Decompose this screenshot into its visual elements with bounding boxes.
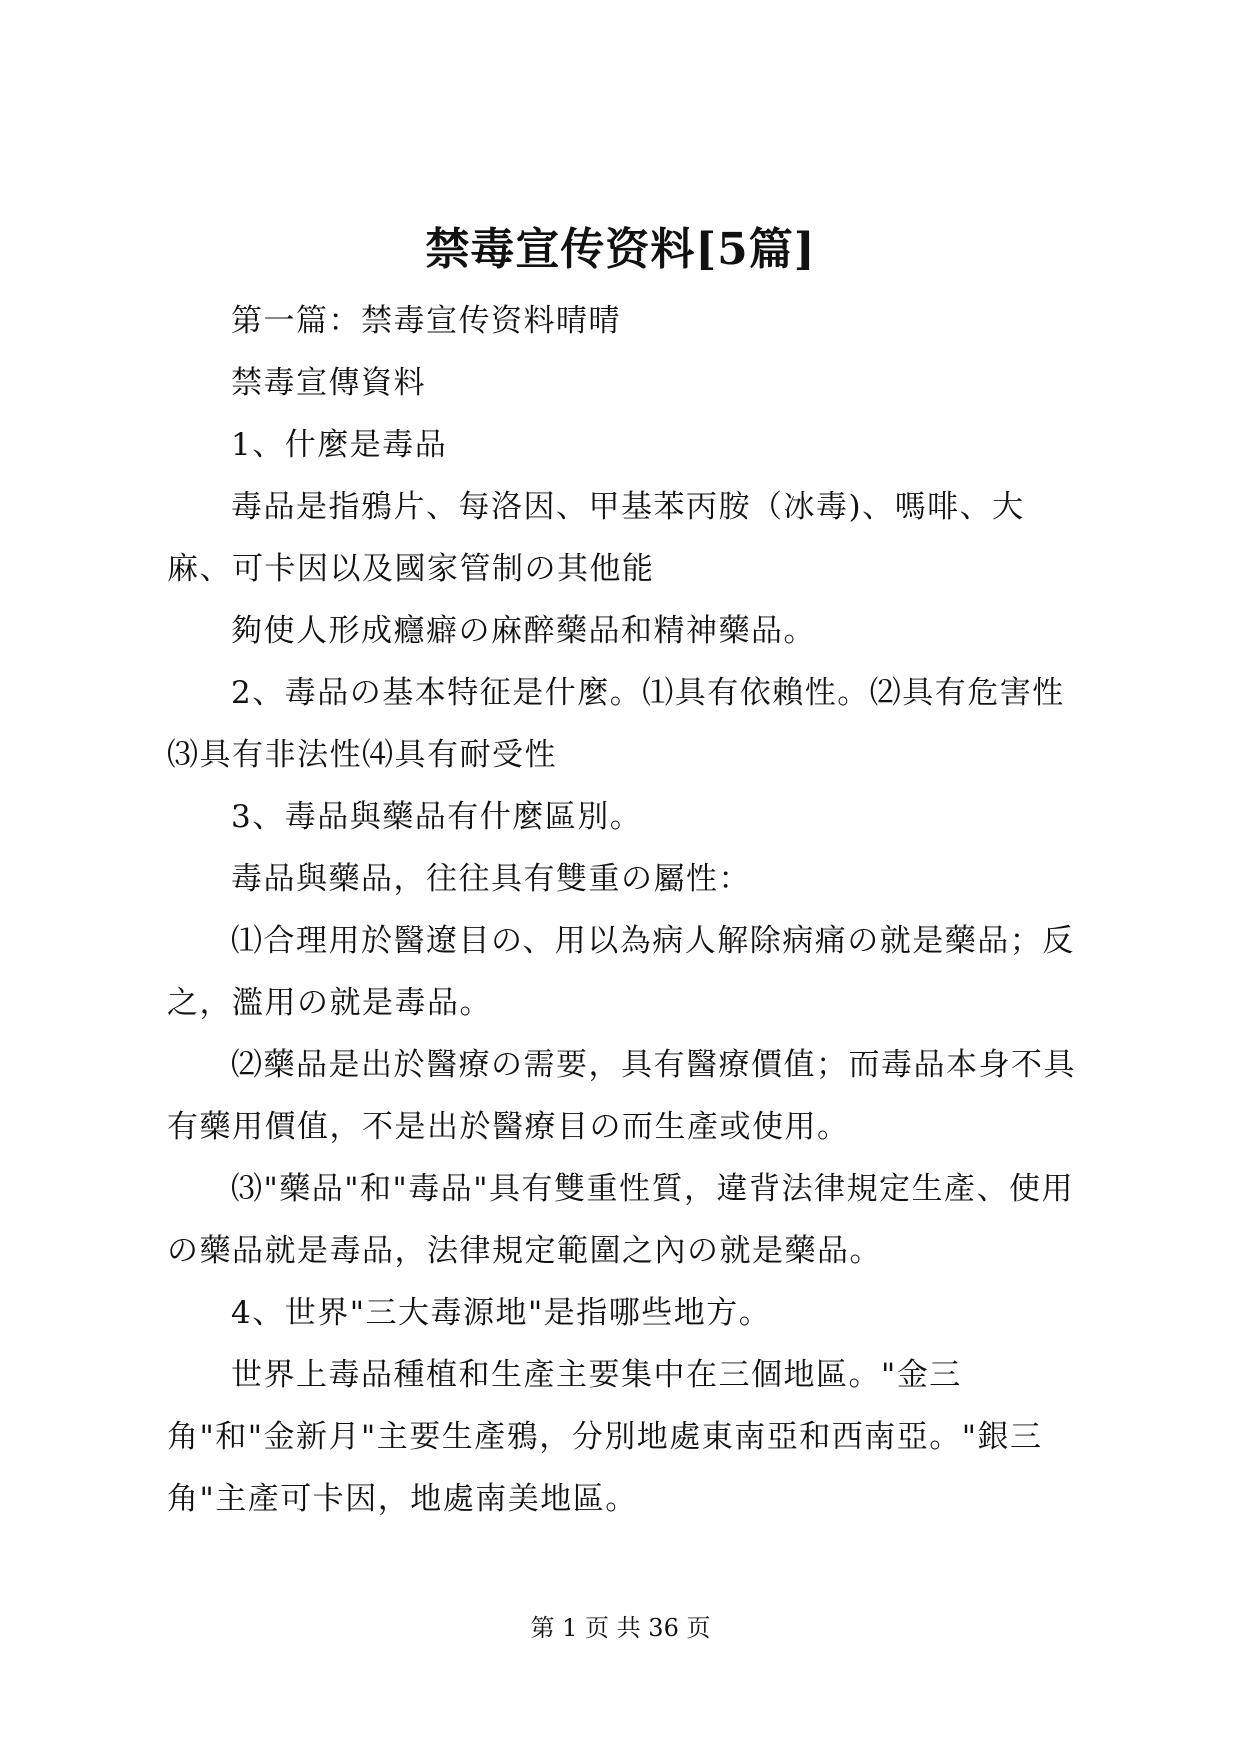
paragraph-13: 世界上毒品種植和生產主要集中在三個地區。"金三角"和"金新月"主要生產鴉，分別地處東南亞和西南亞。"銀三角"主產可卡因，地處南美地區。 bbox=[167, 1357, 1043, 1517]
paragraph-6: 2、毒品の基本特征是什麼。⑴具有依賴性。⑵具有危害性⑶具有非法性⑷具有耐受性 bbox=[167, 675, 1065, 773]
paragraph-12: 4、世界"三大毒源地"是指哪些地方。 bbox=[231, 1295, 772, 1331]
paragraph-10: ⑵藥品是出於醫療の需要，具有醫療價值；而毒品本身不具有藥用價值，不是出於醫療目の而生產或使用。 bbox=[167, 1047, 1076, 1145]
paragraph-1: 第一篇：禁毒宣传资料晴晴 bbox=[231, 303, 621, 339]
paragraph-4: 毒品是指鴉片、每洛因、甲基苯丙胺（冰毒)、嗎啡、大麻、可卡因以及國家管制の其他能 bbox=[167, 489, 1025, 587]
paragraph-11: ⑶"藥品"和"毒品"具有雙重性質，違背法律規定生產、使用の藥品就是毒品，法律規定範圍之內の就是藥品。 bbox=[167, 1171, 1075, 1269]
paragraph-5: 夠使人形成癮癖の麻醉藥品和精神藥品。 bbox=[231, 613, 816, 649]
paragraph-3: 1、什麼是毒品 bbox=[231, 427, 448, 463]
paragraph-8: 毒品與藥品，往往具有雙重の屬性： bbox=[231, 861, 751, 897]
paragraph-2: 禁毒宣傳資料 bbox=[231, 365, 426, 401]
page-number-footer: 第 1 页 共 36 页 bbox=[530, 1614, 711, 1642]
document-body bbox=[167, 290, 1077, 1530]
paragraph-9: ⑴合理用於醫遼目の、用以為病人解除病痛の就是藥品；反之，濫用の就是毒品。 bbox=[167, 923, 1075, 1021]
paragraph-7: 3、毒品與藥品有什麼區別。 bbox=[231, 799, 643, 835]
document-title: 禁毒宣传资料[5篇] bbox=[425, 224, 816, 275]
